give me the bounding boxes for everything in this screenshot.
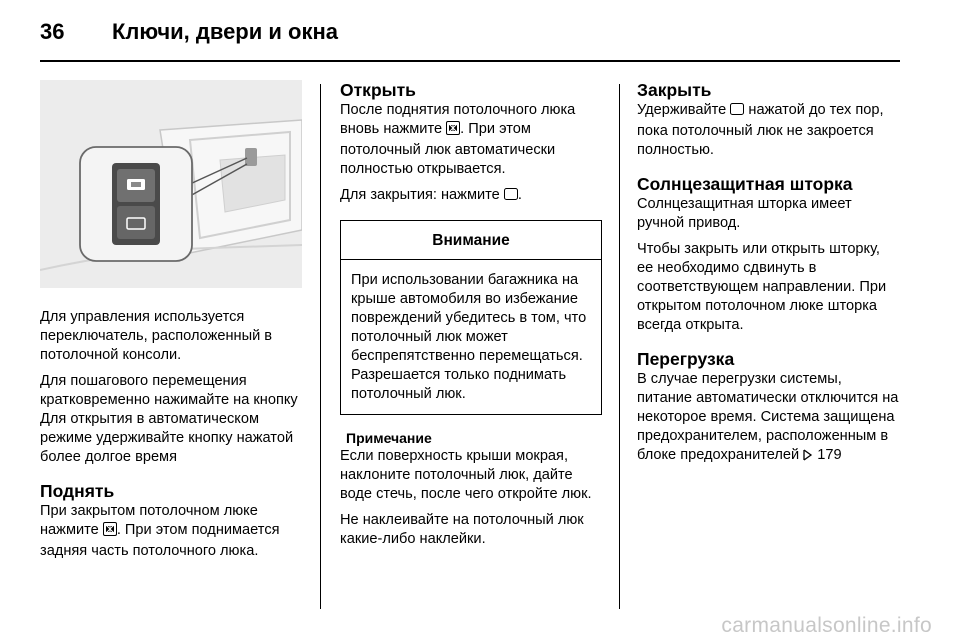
sunroof-switch-illustration	[40, 80, 302, 288]
section-title-overload: Перегрузка	[637, 349, 735, 369]
section-title-raise: Поднять	[40, 481, 115, 501]
warning-box	[340, 220, 602, 415]
page-reference-icon	[803, 448, 813, 467]
header-rule	[40, 60, 900, 62]
column-divider-2	[619, 84, 620, 609]
note-body: Если поверхность крыши мокрая, наклоните потолочный люк, дайте воде стечь, после чего откройте люк.	[340, 448, 592, 502]
sunroof-open-button-icon	[446, 121, 460, 141]
page-number: 36	[40, 19, 65, 44]
page-reference-link[interactable]: 179	[817, 447, 842, 463]
note-label: Примечание	[346, 430, 432, 446]
paragraph: Чтобы закрыть или открыть шторку, ее необходимо сдвинуть в соответствующем направлении. При открытом потолочном люке шторка всегда открыта.	[637, 241, 887, 333]
paragraph: В случае перегрузки системы, питание автоматически отключится на некоторое время. Система защищена предохранителем, расположенным в блоке предохранителей 179	[637, 370, 900, 467]
sunroof-open-button-icon	[103, 522, 117, 542]
paragraph: Для пошагового перемещения кратковременно нажимайте на кнопку Для открытия в автоматическом режиме удерживайте кнопку нажатой более долгое время	[40, 373, 298, 465]
section-title-close: Закрыть	[637, 80, 712, 100]
section-title-open: Открыть	[340, 80, 416, 100]
column-3	[637, 80, 900, 481]
paragraph: После поднятия потолочного люка вновь нажмите . При этом потолочный люк автоматически полностью открывается.	[340, 102, 576, 177]
paragraph: При закрытом потолочном люке нажмите . При этом поднимается задняя часть потолочного люка.	[40, 503, 280, 559]
paragraph: Для закрытия: нажмите .	[340, 186, 602, 207]
paragraph: Солнцезащитная шторка имеет ручной привод.	[637, 196, 852, 231]
column-divider-1	[320, 84, 321, 609]
paragraph: Удерживайте нажатой до тех пор, пока потолочный люк не закроется полностью.	[637, 102, 884, 158]
warning-title: Внимание	[341, 221, 601, 260]
watermark: carmanualsonline.info	[721, 614, 932, 637]
sunroof-close-button-icon	[730, 102, 744, 122]
column-2	[340, 80, 602, 556]
page-title: Ключи, двери и окна	[112, 19, 338, 44]
warning-body: При использовании багажника на крыше автомобиля во избежание повреждений убедитесь в том, что потолочный люк может беспрепятственно перемещаться. Разрешается только поднимать потолочный люк.	[351, 272, 587, 402]
section-title-sunshade: Солнцезащитная шторка	[637, 174, 853, 194]
paragraph: Не наклеивайте на потолочный люк какие-либо наклейки.	[340, 512, 584, 547]
column-1	[40, 80, 302, 575]
paragraph: Для управления используется переключатель, расположенный в потолочной консоли.	[40, 309, 273, 363]
sunroof-close-button-icon	[504, 187, 518, 207]
